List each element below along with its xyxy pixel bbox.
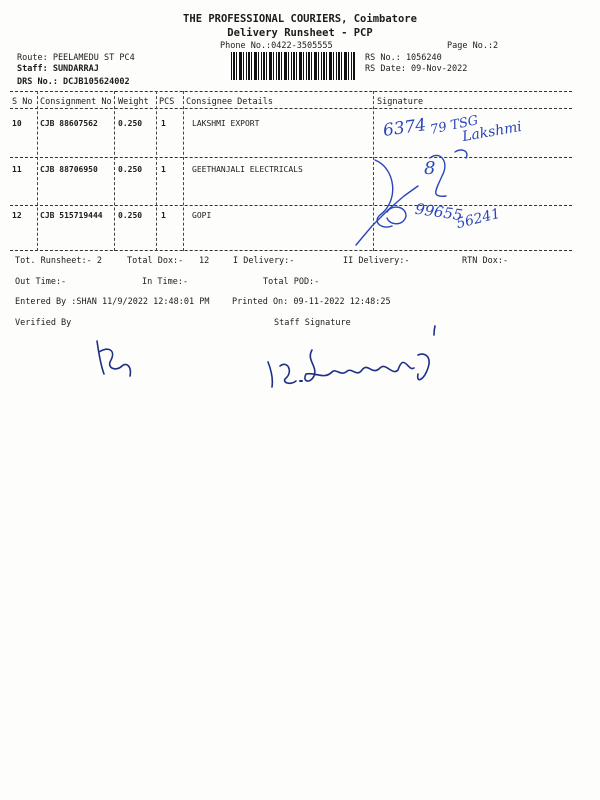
staff-signature-label: Staff Signature	[274, 318, 351, 328]
column-header-consignee: Consignee Details	[186, 97, 273, 107]
route-label: Route: PEELAMEDU ST PC4	[17, 53, 135, 63]
drs-number: DRS No.: DCJB105624002	[17, 77, 130, 87]
column-divider	[37, 91, 38, 251]
row-consignee: GEETHANJALI ELECTRICALS	[192, 165, 303, 174]
column-header-weight: Weight	[118, 97, 149, 107]
row-consignee: LAKSHMI EXPORT	[192, 119, 260, 128]
in-time: In Time:-	[142, 277, 189, 287]
handwritten-number: 56241	[454, 205, 502, 233]
row-sno: 10	[12, 119, 22, 128]
row-divider	[10, 157, 572, 158]
staff-label: Staff: SUNDARRAJ	[17, 64, 99, 74]
row-weight: 0.250	[118, 211, 143, 220]
handwritten-name: Lakshmi	[461, 118, 524, 146]
document-title: Delivery Runsheet - PCP	[227, 27, 373, 39]
ii-delivery: II Delivery:-	[343, 256, 410, 266]
table-bottom-rule	[10, 250, 572, 251]
staff-signature-stroke	[418, 354, 429, 380]
row-sno: 12	[12, 211, 22, 220]
handwritten-number: 99655	[413, 199, 464, 225]
signature-stroke	[375, 160, 393, 227]
row-consignee: GOPI	[192, 211, 212, 220]
entered-by: Entered By :SHAN 11/9/2022 12:48:01 PM	[15, 297, 210, 307]
staff-signature-stroke	[268, 362, 272, 387]
out-time: Out Time:-	[15, 277, 67, 287]
total-dox-label: Total Dox:-	[127, 256, 184, 266]
rs-date: RS Date: 09-Nov-2022	[365, 64, 468, 74]
page-number: Page No.:2	[447, 41, 499, 51]
column-header-sno: S No	[12, 97, 33, 107]
column-divider	[183, 91, 184, 251]
rs-number: RS No.: 1056240	[365, 53, 442, 63]
table-header-rule	[10, 108, 572, 109]
row-pcs: 1	[161, 119, 166, 128]
rtn-dox: RTN Dox:-	[462, 256, 509, 266]
staff-signature-stroke	[434, 326, 435, 335]
column-divider	[373, 91, 374, 251]
row-pcs: 1	[161, 165, 166, 174]
row-weight: 0.250	[118, 165, 143, 174]
printed-on: Printed On: 09-11-2022 12:48:25	[232, 297, 391, 307]
row-consignment: CJB 515719444	[40, 211, 103, 220]
handwritten-note: 79 TSG	[428, 113, 480, 138]
row-consignment: CJB 88607562	[40, 119, 98, 128]
total-pod: Total POD:-	[263, 277, 320, 287]
row-divider	[10, 205, 572, 206]
column-divider	[156, 91, 157, 251]
row-consignment: CJB 88706950	[40, 165, 98, 174]
signature-stroke	[356, 186, 418, 245]
staff-signature-stroke	[305, 350, 414, 381]
verifier-initials	[97, 341, 130, 376]
row-sno: 11	[12, 165, 22, 174]
barcode	[231, 52, 355, 80]
table-top-rule	[10, 91, 572, 92]
company-title: THE PROFESSIONAL COURIERS, Coimbatore	[183, 13, 417, 25]
row-weight: 0.250	[118, 119, 143, 128]
verified-by-label: Verified By	[15, 318, 72, 328]
total-dox-value: 12	[199, 256, 210, 266]
column-header-signature: Signature	[377, 97, 424, 107]
column-header-consignment: Consignment No	[40, 97, 112, 107]
signature-stroke	[387, 207, 406, 224]
i-delivery: I Delivery:-	[233, 256, 295, 266]
row-pcs: 1	[161, 211, 166, 220]
column-divider	[114, 91, 115, 251]
handwritten-digit: 8	[424, 158, 436, 179]
phone-number: Phone No.:0422-3505555	[220, 41, 333, 51]
handwritten-number: 6374	[381, 115, 428, 141]
tot-runsheet: Tot. Runsheet:- 2	[15, 256, 102, 266]
column-header-pcs: PCS	[159, 97, 175, 107]
staff-signature-stroke	[280, 364, 296, 383]
